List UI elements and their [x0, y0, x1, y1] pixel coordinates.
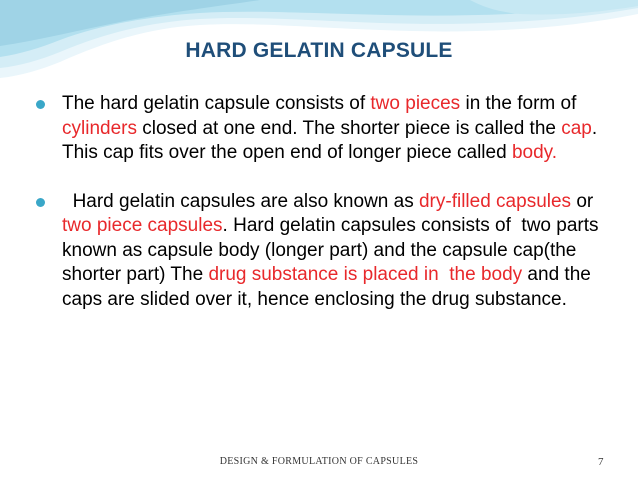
- slide-footer: DESIGN & FORMULATION OF CAPSULES: [219, 456, 419, 467]
- bullet-text: The hard gelatin capsule consists of two pieces in the form of cylinders closed at one end. The shorter piece is called the cap. This cap fits over the open end of longer piece called body.: [62, 93, 598, 163]
- bullet-item-1: [36, 92, 606, 166]
- bullet-marker-icon: [36, 100, 45, 109]
- slide-title: HARD GELATIN CAPSULE: [185, 39, 453, 62]
- bullet-text: Hard gelatin capsules are also known as dry-filled capsules or two piece capsules. Hard gelatin capsules consists of two parts known as capsule body (longer part) and the capsule cap(the shorter part) The drug substance is placed in the body and the caps are slided over it, hence enclosing the drug substance.: [62, 190, 604, 310]
- bullet-marker-icon: [36, 198, 45, 207]
- page-number: 7: [598, 456, 604, 468]
- bullet-list: [36, 92, 606, 312]
- bullet-item-2: [36, 190, 606, 313]
